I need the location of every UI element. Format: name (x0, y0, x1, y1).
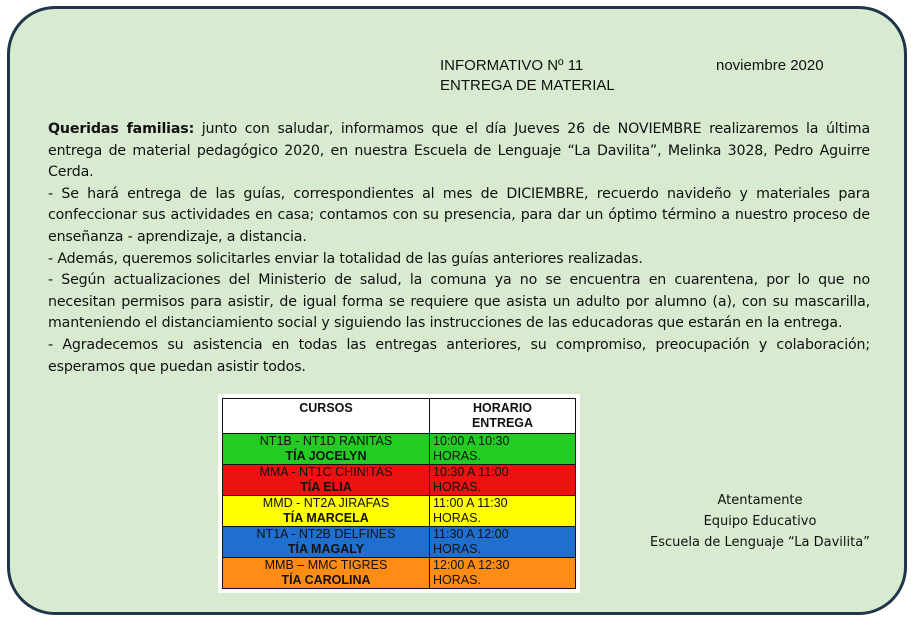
schedule-course-cell (223, 558, 430, 589)
time-range: 11:00 A 11:30 (433, 496, 508, 510)
time-unit: HORAS. (433, 480, 481, 494)
time-range: 12:00 A 12:30 (433, 558, 510, 572)
header-schedule-line-2: ENTREGA (471, 416, 534, 430)
course-name: NT1A - NT2B DELFINES (256, 527, 396, 541)
schedule-time-cell (430, 527, 576, 558)
header-schedule-line-1: HORARIO (472, 401, 533, 415)
signature-line-2: Equipo Educativo (703, 514, 817, 529)
schedule-course-cell (223, 465, 430, 496)
signature-line-1: Atentamente (717, 493, 803, 508)
schedule-time-cell (430, 496, 576, 527)
time-range: 11:30 A 12:00 (433, 527, 509, 541)
schedule-table (222, 398, 576, 589)
schedule-row (223, 496, 576, 527)
paragraph-3: - Además, queremos solicitarles enviar la totalidad de las guías anteriores realizadas. (48, 250, 643, 267)
paragraph-2: - Se hará entrega de las guías, correspondientes al mes de DICIEMBRE, recuerdo navideño y materiales para confeccionar sus actividades en casa; contamos con su presencia, para dar un óptimo término a nuestro proceso de enseñanza - aprendizaje, a distancia. (48, 185, 870, 245)
schedule-course-cell (223, 434, 430, 465)
schedule-row (223, 434, 576, 465)
course-name: MMA - NT1C CHINITAS (259, 465, 393, 479)
schedule-time-cell (430, 434, 576, 465)
notice-date: noviembre 2020 (716, 57, 824, 74)
schedule-row (223, 527, 576, 558)
course-name: MMD - NT2A JIRAFAS (262, 496, 390, 510)
signature-line-3: Escuela de Lenguaje “La Davilita” (650, 535, 870, 550)
time-range: 10:30 A 11:00 (433, 465, 509, 479)
course-teacher: TÍA MAGALY (287, 542, 365, 556)
schedule-time-cell (430, 558, 576, 589)
schedule-row (223, 558, 576, 589)
schedule-course-cell (223, 496, 430, 527)
paragraph-5: - Agradecemos su asistencia en todas las entregas anteriores, su compromiso, preocupación y colaboración; esperamos que puedan asistir todos. (48, 336, 870, 375)
schedule-time-cell (430, 465, 576, 496)
time-unit: HORAS. (433, 511, 481, 525)
course-name: NT1B - NT1D RANITAS (259, 434, 393, 448)
time-unit: HORAS. (433, 542, 481, 556)
schedule-header-row (223, 399, 576, 434)
course-teacher: TÍA MARCELA (283, 511, 369, 525)
paragraph-4: - Según actualizaciones del Ministerio de salud, la comuna ya no se encuentra en cuarentena, por lo que no necesitan permisos para asistir, de igual forma se requiere que asista un adulto por alumno (a), con su mascarilla, manteniendo el distanciamiento social y siguiendo las instrucciones de las educadoras que estarán en la entrega. (48, 272, 870, 332)
signature (640, 490, 880, 553)
course-name: MMB – MMC TIGRES (264, 558, 388, 572)
course-teacher: TÍA ELIA (300, 480, 352, 494)
header-schedule (430, 399, 576, 434)
course-teacher: TÍA JOCELYN (285, 449, 367, 463)
notice-body (48, 119, 870, 378)
schedule-course-cell (223, 527, 430, 558)
paragraph-1 (48, 119, 870, 184)
course-teacher: TÍA CAROLINA (281, 573, 371, 587)
time-unit: HORAS. (433, 449, 481, 463)
header-courses: CURSOS (223, 399, 430, 434)
greeting: Queridas familias: (48, 121, 195, 137)
paragraph-1-text: junto con saludar, informamos que el día Jueves 26 de NOVIEMBRE realizaremos la última entrega de material pedagógico 2020, en nuestra Escuela de Lenguaje “La Davilita”, Melinka 3028, Pedro Aguirre Cerda. (48, 121, 870, 181)
schedule-row (223, 465, 576, 496)
time-range: 10:00 A 10:30 (433, 434, 510, 448)
time-unit: HORAS. (433, 573, 481, 587)
